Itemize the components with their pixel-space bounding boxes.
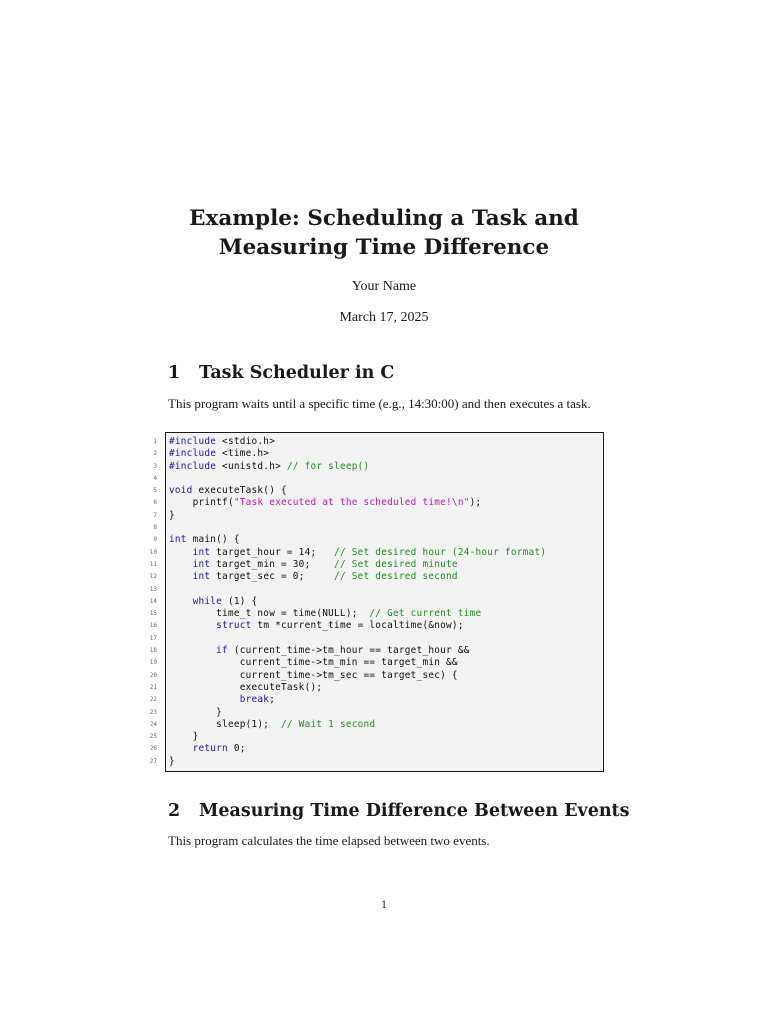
line-number: 14 — [149, 597, 157, 605]
code-token — [169, 645, 216, 656]
line-number: 2 — [153, 450, 157, 458]
code-keyword: #include — [169, 460, 217, 472]
code-line — [153, 522, 603, 534]
code-line — [149, 731, 603, 743]
code-line — [149, 608, 603, 620]
code-text — [169, 485, 287, 497]
line-number: 27 — [149, 757, 157, 765]
code-keyword: int — [192, 571, 211, 583]
code-token: target_min = 30; — [210, 558, 335, 570]
code-text — [169, 596, 257, 608]
code-keyword: while — [192, 595, 223, 607]
code-line — [149, 558, 603, 571]
line-number: 9 — [153, 536, 157, 544]
line-number: 21 — [149, 683, 157, 691]
line-number: 12 — [149, 573, 157, 581]
code-listing — [149, 432, 604, 772]
code-token: } — [169, 755, 175, 767]
line-number: 3 — [153, 462, 157, 470]
section-intro-2: This program calculates the time elapsed between two events. — [168, 833, 490, 848]
code-line — [149, 546, 603, 559]
line-number: 19 — [149, 659, 157, 667]
code-text — [169, 645, 470, 657]
section-number: 2 — [168, 801, 181, 821]
code-token: } — [169, 509, 175, 521]
code-text — [169, 743, 246, 755]
code-line — [149, 620, 603, 632]
code-text — [169, 571, 458, 583]
line-number: 23 — [149, 708, 157, 716]
code-token: ; — [269, 694, 276, 706]
code-text — [169, 448, 269, 460]
date: March 17, 2025 — [339, 310, 429, 325]
code-token: sleep(1); — [169, 718, 281, 730]
line-number: 20 — [149, 671, 157, 679]
code-line — [149, 571, 603, 583]
code-text — [169, 436, 275, 448]
section-title: Measuring Time Difference Between Events — [199, 801, 630, 821]
title-line-1: Example: Scheduling a Task and — [189, 206, 579, 231]
code-line — [149, 595, 603, 608]
title-line-2: Measuring Time Difference — [218, 235, 550, 260]
code-token: target_hour = 14; — [210, 546, 335, 558]
line-number: 22 — [149, 696, 157, 704]
code-line — [153, 534, 603, 546]
code-keyword: void — [169, 485, 193, 497]
code-text — [169, 547, 546, 559]
code-text — [169, 731, 198, 743]
code-lines — [149, 436, 603, 768]
line-number: 11 — [149, 560, 157, 568]
code-text — [169, 559, 458, 571]
line-number: 8 — [153, 524, 157, 532]
code-text — [169, 497, 481, 509]
code-comment: // Set desired second — [334, 571, 458, 583]
code-keyword: struct — [216, 620, 252, 632]
code-token: target_sec = 0; — [210, 571, 335, 583]
code-line — [149, 743, 603, 755]
line-number: 10 — [149, 548, 157, 556]
code-comment: // Set desired minute — [334, 558, 458, 570]
code-line — [149, 718, 603, 731]
code-text — [169, 461, 369, 473]
code-token — [169, 596, 193, 607]
code-line — [149, 633, 603, 645]
line-number: 5 — [153, 487, 157, 495]
code-line — [153, 485, 603, 497]
page-number: 1 — [381, 897, 387, 911]
code-keyword: int — [169, 534, 187, 546]
code-line — [149, 755, 603, 768]
code-keyword: #include — [169, 436, 217, 447]
code-token: main() { — [186, 534, 240, 546]
code-text — [169, 670, 458, 682]
code-line — [153, 448, 603, 460]
section-intro-1: This program waits until a specific time (e.g., 14:30:00) and then executes a task. — [168, 396, 591, 411]
code-text — [169, 620, 464, 632]
code-comment: // Set desired hour (24-hour format) — [334, 546, 547, 558]
code-token — [169, 547, 193, 558]
code-line — [149, 584, 603, 596]
code-line — [149, 657, 603, 669]
code-text — [169, 682, 322, 694]
code-comment: // for sleep() — [286, 460, 370, 472]
code-token: (current_time->tm_hour == target_hour && — [227, 645, 470, 657]
code-token: <unistd.h> — [216, 460, 287, 472]
code-token: <time.h> — [216, 448, 270, 460]
code-line — [149, 681, 603, 694]
code-text — [169, 510, 175, 522]
line-number: 17 — [149, 634, 157, 642]
code-token: executeTask(); — [169, 681, 323, 693]
code-keyword: int — [192, 558, 211, 570]
code-token: (1) { — [222, 595, 258, 607]
section-heading-1 — [168, 363, 394, 383]
code-token: 0; — [227, 743, 246, 755]
code-token — [169, 571, 193, 582]
code-line — [149, 694, 603, 706]
code-keyword: int — [192, 546, 211, 558]
code-line — [149, 645, 603, 657]
code-token: tm *current_time = localtime(&now); — [251, 620, 464, 632]
code-keyword: #include — [169, 448, 217, 460]
code-token: executeTask() { — [192, 485, 287, 497]
line-number: 16 — [149, 622, 157, 630]
section-title: Task Scheduler in C — [199, 363, 395, 383]
code-token: <stdio.h> — [216, 436, 276, 447]
line-number: 18 — [149, 647, 157, 655]
code-text — [169, 657, 458, 669]
code-text — [169, 756, 175, 768]
section-heading-2 — [168, 801, 630, 821]
line-number: 7 — [153, 511, 157, 519]
code-token — [169, 694, 240, 705]
code-string: "Task executed at the scheduled time!\n" — [233, 497, 470, 509]
code-line — [153, 497, 603, 509]
section-number: 1 — [168, 363, 181, 383]
code-text — [169, 694, 275, 706]
line-number: 15 — [149, 610, 157, 618]
line-number: 6 — [153, 499, 157, 507]
code-token: current_time->tm_min == target_min && — [169, 657, 458, 669]
code-text — [169, 534, 240, 546]
code-text — [169, 719, 375, 731]
code-line — [153, 460, 603, 473]
code-text — [169, 608, 481, 620]
code-token — [169, 743, 193, 754]
line-number: 13 — [149, 585, 157, 593]
line-number: 4 — [153, 474, 157, 482]
code-comment: // Wait 1 second — [281, 718, 376, 730]
code-token: time_t now = time(NULL); — [169, 608, 370, 620]
code-text — [169, 707, 222, 719]
code-token: printf( — [169, 497, 234, 509]
code-line — [149, 669, 603, 682]
code-token: ); — [469, 497, 482, 509]
code-token: } — [169, 706, 223, 718]
author: Your Name — [351, 279, 417, 294]
line-number: 25 — [149, 733, 157, 741]
line-number: 24 — [149, 720, 157, 728]
code-token: current_time->tm_sec == target_sec) { — [169, 669, 458, 681]
code-keyword: break — [239, 694, 270, 706]
code-token — [169, 559, 193, 570]
line-number: 26 — [149, 745, 157, 753]
code-token: } — [169, 731, 199, 743]
code-line — [149, 706, 603, 719]
code-keyword: return — [192, 743, 228, 755]
code-line — [153, 509, 603, 522]
code-line — [153, 436, 603, 448]
code-line — [153, 473, 603, 485]
code-token — [169, 620, 216, 631]
line-number: 1 — [153, 438, 157, 445]
document-title — [0, 204, 768, 262]
code-keyword: if — [216, 645, 228, 657]
code-comment: // Get current time — [369, 608, 482, 620]
